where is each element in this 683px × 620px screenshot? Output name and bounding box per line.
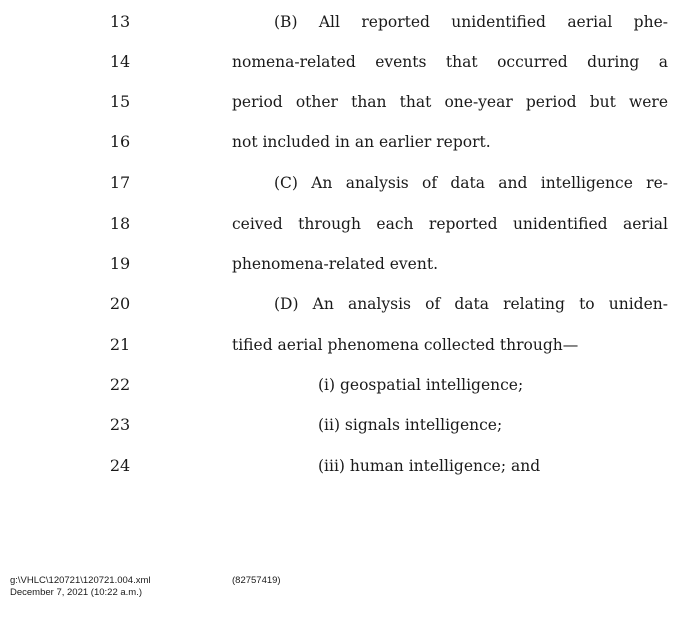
footer-doc-id: (82757419) [232, 575, 281, 586]
line-text: (D) An analysis of data relating to uniden- [274, 295, 668, 313]
line-number: 19 [109, 254, 131, 273]
line-number: 13 [109, 12, 131, 31]
line-21 [0, 334, 683, 375]
line-number: 17 [109, 173, 131, 192]
line-24 [0, 455, 683, 496]
line-14 [0, 51, 683, 92]
line-text: (i) geospatial intelligence; [318, 376, 524, 394]
line-13 [0, 11, 683, 52]
line-15 [0, 91, 683, 132]
line-22 [0, 374, 683, 415]
footer-file-path: g:\VHLC\120721\120721.004.xml [10, 575, 151, 586]
line-number: 23 [109, 415, 131, 434]
line-number: 18 [109, 214, 131, 233]
line-18 [0, 213, 683, 254]
line-text: nomena-related events that occurred during a [232, 53, 668, 71]
line-text: (ii) signals intelligence; [318, 416, 503, 434]
line-number: 14 [109, 52, 131, 71]
line-text: tified aerial phenomena collected through— [232, 336, 579, 354]
line-number: 22 [109, 375, 131, 394]
line-text: (C) An analysis of data and intelligence re- [274, 174, 668, 192]
line-text: period other than that one-year period but were [232, 93, 668, 111]
line-19 [0, 253, 683, 294]
line-23 [0, 414, 683, 455]
line-number: 24 [109, 456, 131, 475]
line-number: 20 [109, 294, 131, 313]
footer-date: December 7, 2021 (10:22 a.m.) [10, 587, 143, 598]
line-number: 15 [109, 92, 131, 111]
line-17 [0, 172, 683, 213]
line-number: 21 [109, 335, 131, 354]
line-text: (B) All reported unidentified aerial phe- [274, 13, 668, 31]
line-text: ceived through each reported unidentified aerial [232, 215, 668, 233]
line-16 [0, 131, 683, 172]
line-text: not included in an earlier report. [232, 133, 491, 151]
line-text: phenomena-related event. [232, 255, 438, 273]
footer-file-info [10, 575, 151, 599]
line-20 [0, 293, 683, 334]
line-text: (iii) human intelligence; and [318, 457, 541, 475]
line-number: 16 [109, 132, 131, 151]
